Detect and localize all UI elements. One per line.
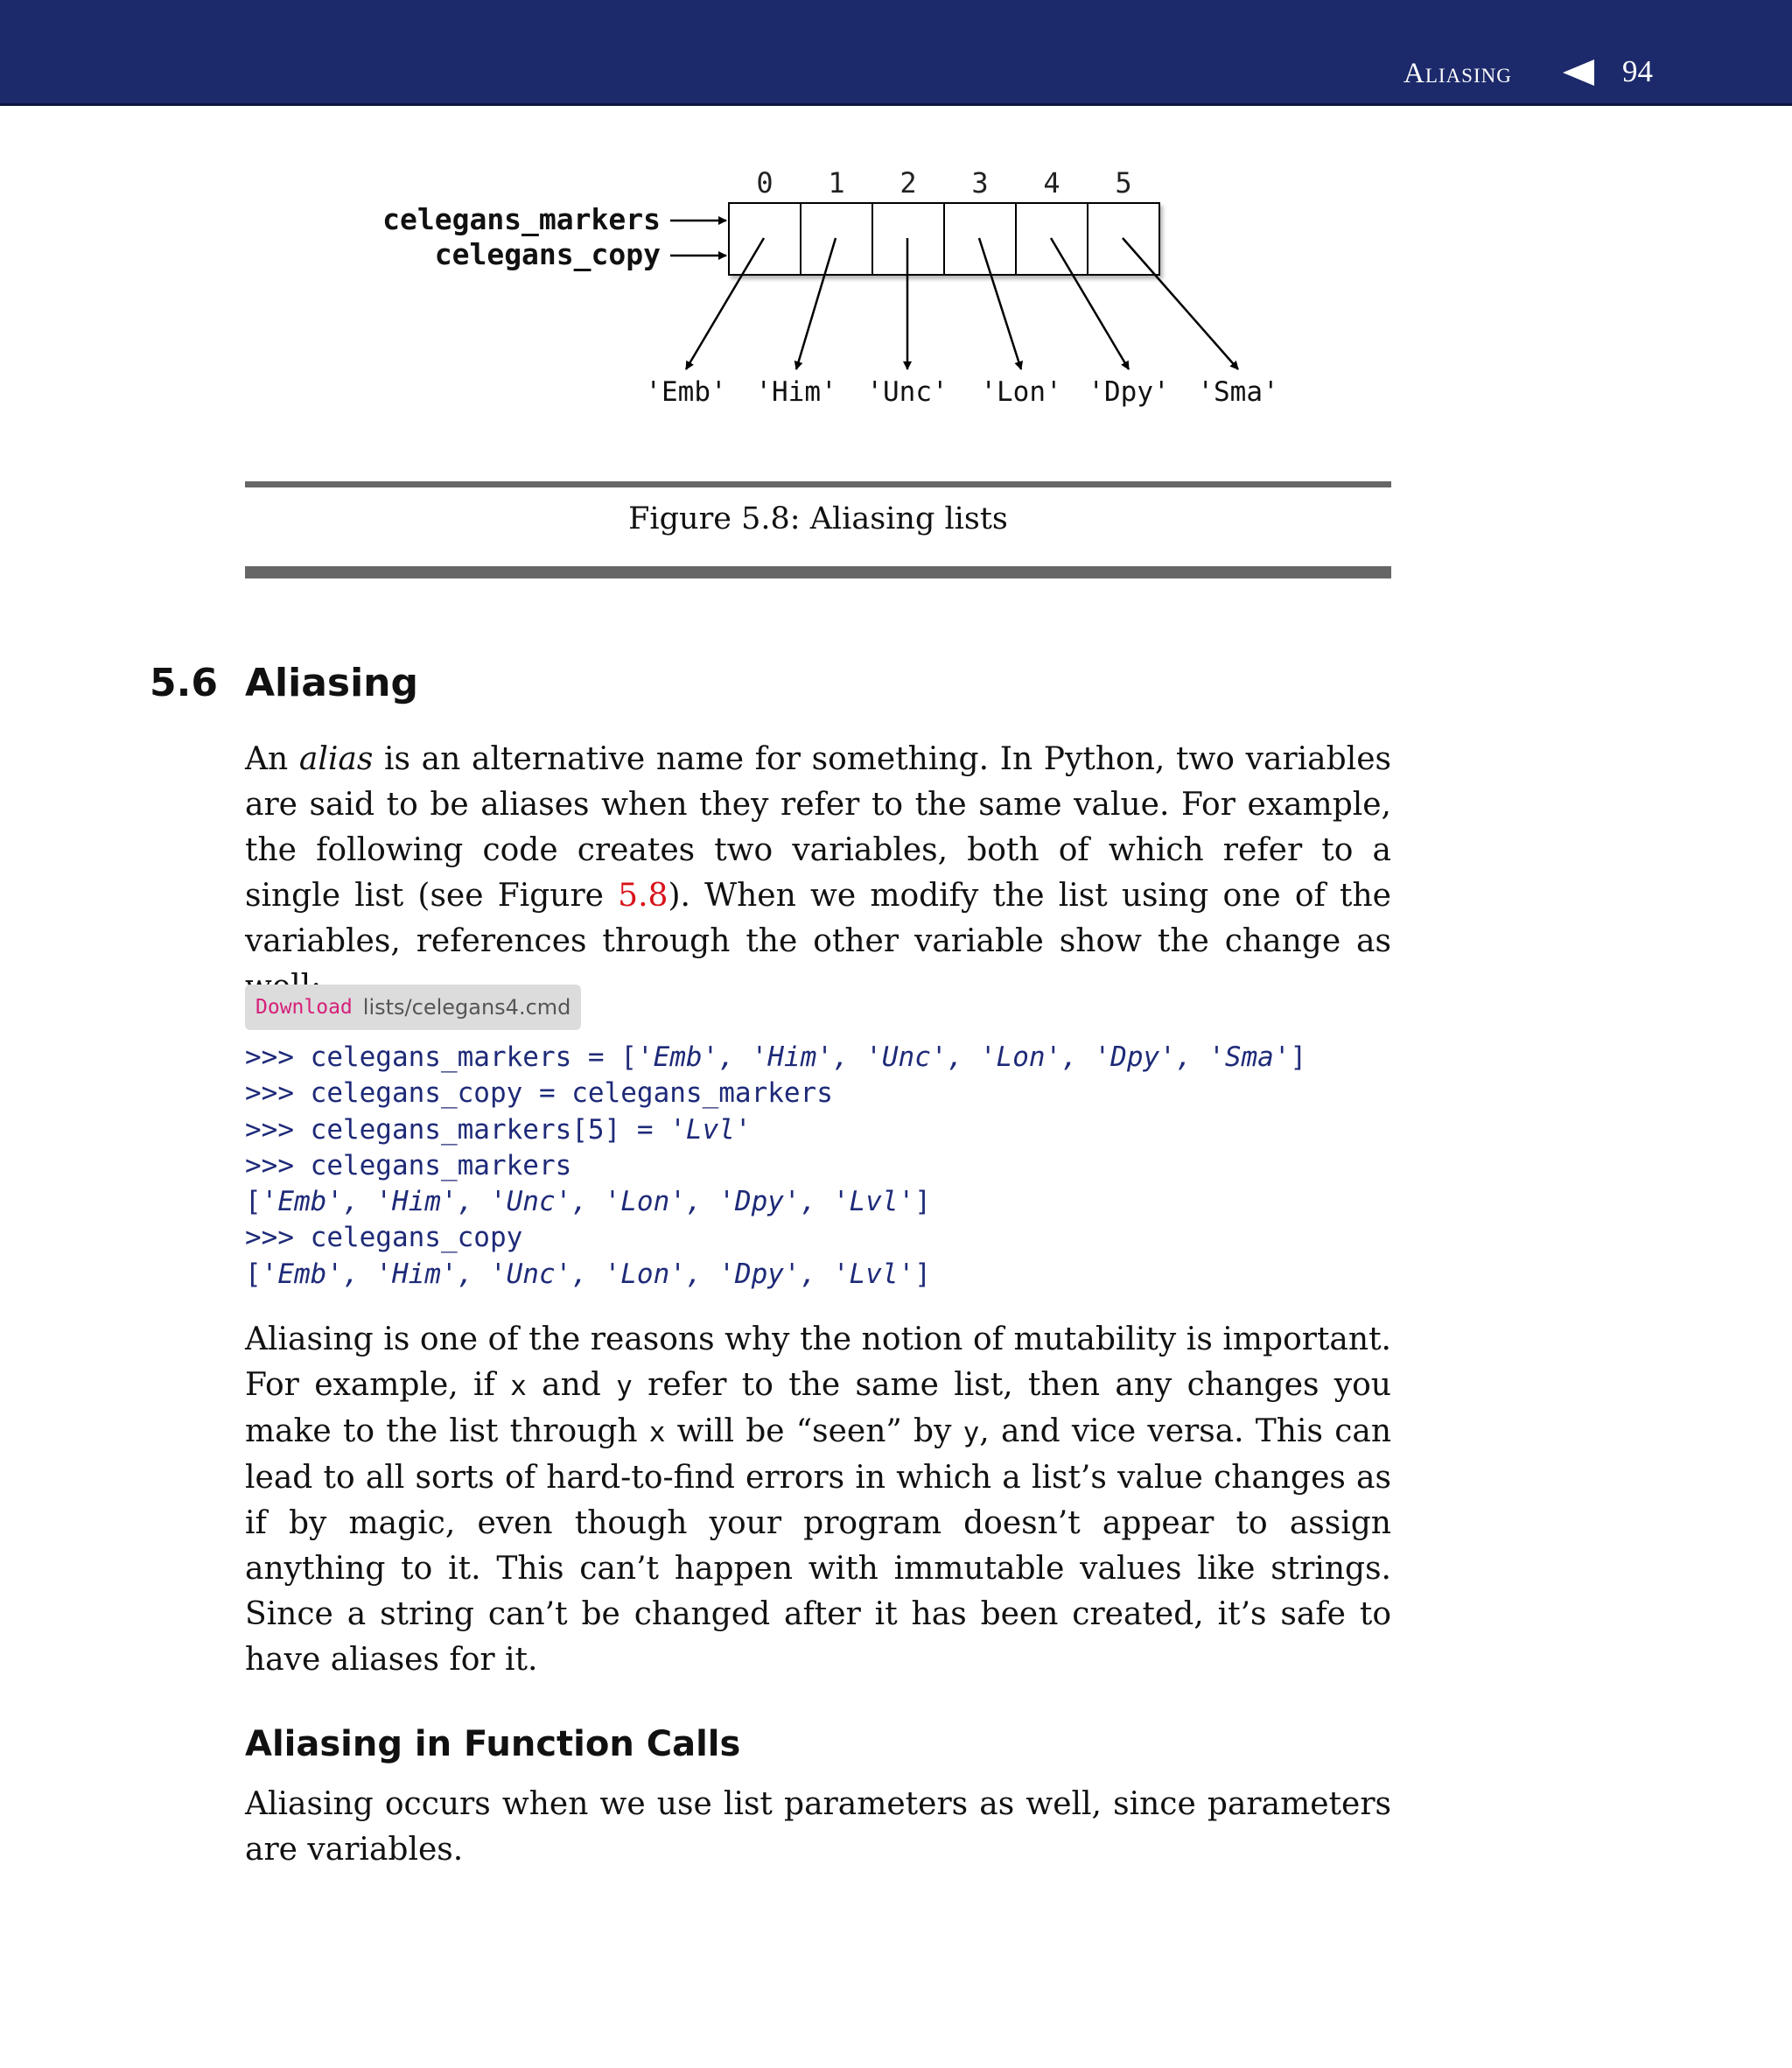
code-line: >>> celegans_copy [245,1222,523,1254]
list-cells [729,203,1159,275]
index-label: 0 [756,166,774,200]
index-label: 4 [1043,166,1060,200]
code-line: ['Emb', 'Him', 'Unc', 'Lon', 'Dpy', 'Lvl'] [245,1258,931,1290]
section-title: Aliasing [245,661,418,705]
code-line: >>> celegans_markers = ['Emb', 'Him', 'Unc', 'Lon', 'Dpy', 'Sma'] [245,1041,1307,1073]
variable-label: celegans_copy [434,237,661,271]
value-labels [645,376,1278,408]
code-line: ['Emb', 'Him', 'Unc', 'Lon', 'Dpy', 'Lvl'] [245,1186,931,1218]
figure-top-rule [245,481,1391,487]
header-section-label: Aliasing [1404,58,1512,89]
variable-labels [382,202,661,271]
element-reference-arrow [686,238,764,369]
code-line: >>> celegans_markers [245,1149,572,1181]
alias-term: alias [298,741,374,777]
index-label: 2 [900,166,917,200]
section-number: 5.6 [150,661,218,705]
index-labels [756,166,1131,200]
page-number: 94 [1622,54,1653,88]
value-label: 'Sma' [1197,376,1279,408]
value-label: 'Unc' [866,376,948,408]
function-calls-paragraph: Aliasing occurs when we use list parameters as well, since parameters are variables. [245,1786,1391,1868]
variable-label: celegans_markers [382,202,661,236]
code-line: >>> celegans_markers[5] = 'Lvl' [245,1113,752,1146]
index-label: 1 [828,166,845,200]
code-block [245,1040,1306,1293]
figure-caption: Figure 5.8: Aliasing lists [628,501,1008,536]
element-reference-arrow [1123,238,1238,369]
intro-paragraph: An alias is an alternative name for something. In Python, two variables are said to be aliases when they refer to the same value. For example, the following code creates two variables, both of which refer to a single list (see Figure 5.8). When we modify the list using one of the variables, references through the other variable show the change as [245,741,1391,959]
index-label: 3 [971,166,989,200]
value-label: 'Dpy' [1088,376,1170,408]
aliasing-diagram [0,0,1792,455]
figure-bottom-rule [245,566,1391,578]
value-label: 'Him' [755,376,837,408]
download-path: lists/celegans4.cmd [362,995,571,1020]
mutability-paragraph: Aliasing is one of the reasons why the notion of mutability is important. For example, if x and y refer to the same list, then any changes you make to the list through x will be “seen” by y, and vice versa. This can lead to all sorts of hard-to-find errors in which a list’s value changes as if by magic, even though your program doesn’t appear to assign anything to it. This can’t happen with immutable values like strings. Since a string can’t be changed after it has been created, it’s safe to have aliases for it. [245,1321,1391,1678]
figure-reference-link[interactable]: 5.8 [618,878,668,914]
value-label: 'Lon' [980,376,1062,408]
download-box [245,985,581,1030]
download-link[interactable]: Download [256,996,353,1019]
index-label: 5 [1115,166,1132,200]
subsection-title: Aliasing in Function Calls [245,1724,741,1764]
code-line: >>> celegans_copy = celegans_markers [245,1077,833,1110]
value-label: 'Emb' [645,376,727,408]
